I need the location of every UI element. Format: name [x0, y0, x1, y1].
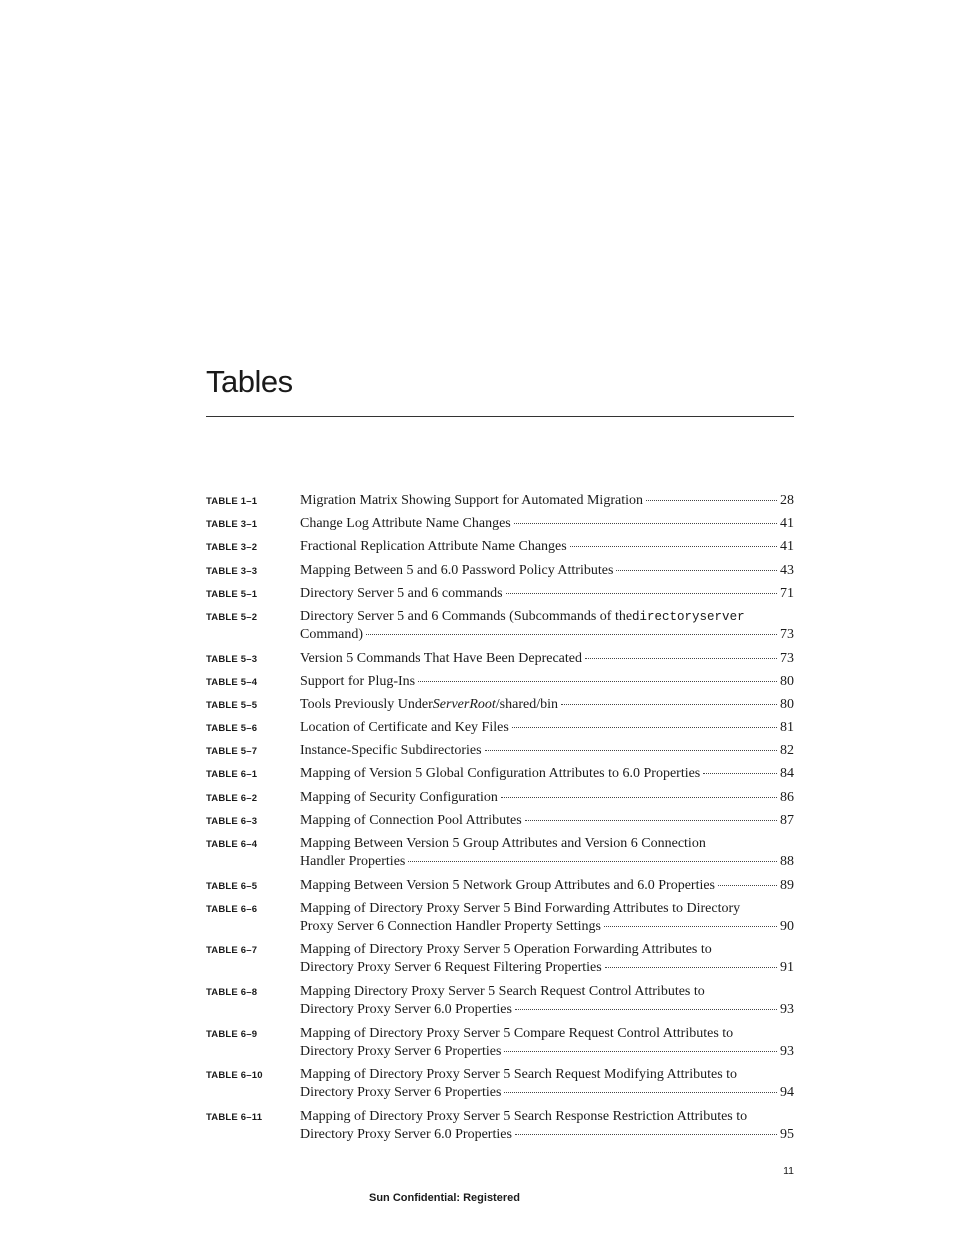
table-entry-title [300, 608, 794, 644]
table-entry-label: TABLE 6–9 [206, 1028, 258, 1040]
table-entry-title [300, 1108, 794, 1144]
table-entry-page-number: 84 [780, 766, 794, 782]
table-entry-label: TABLE 3–2 [206, 542, 258, 554]
table-entry-title [300, 562, 794, 580]
table-entry-title-code: directoryserver [632, 609, 745, 624]
table-entry[interactable] [206, 900, 794, 942]
table-list [206, 492, 794, 1149]
table-entry-page-number: 80 [780, 673, 794, 689]
table-entry-label: TABLE 6–5 [206, 880, 258, 892]
table-entry-page-number: 87 [780, 812, 794, 828]
table-entry-label: TABLE 5–4 [206, 676, 258, 688]
table-entry[interactable] [206, 515, 794, 538]
dot-leader [485, 750, 777, 751]
table-entry-label: TABLE 6–6 [206, 903, 258, 915]
table-entry-page-number: 81 [780, 720, 794, 736]
table-entry-title-text: Mapping Between Version 5 Group Attributes and Version 6 Connection [300, 836, 706, 852]
table-entry-title-text: Mapping Directory Proxy Server 5 Search Request Control Attributes to [300, 984, 705, 999]
table-entry-title-text: Proxy Server 6 Connection Handler Property Settings [300, 918, 601, 934]
table-entry-label: TABLE 3–3 [206, 565, 258, 577]
table-entry-page-number: 71 [780, 585, 794, 601]
dot-leader [512, 727, 777, 728]
table-entry-title-text: Mapping Between Version 5 Network Group Attributes and 6.0 Properties [300, 877, 716, 893]
dot-leader [570, 546, 777, 547]
dot-leader [418, 681, 777, 682]
dot-leader [561, 704, 777, 705]
table-entry-title-text: Mapping Between 5 and 6.0 Password Policy Attributes [300, 562, 614, 578]
table-entry-page-number: 82 [780, 743, 794, 759]
table-entry-title [300, 538, 794, 556]
table-entry-page-number: 93 [780, 1043, 794, 1059]
table-entry-label: TABLE 6–4 [206, 839, 258, 851]
table-entry-title-text: Command) [300, 626, 363, 642]
table-entry-label: TABLE 6–2 [206, 792, 258, 804]
table-entry[interactable] [206, 1066, 794, 1108]
dot-leader [703, 773, 777, 774]
table-entry-title [300, 941, 794, 977]
table-entry-title [300, 585, 794, 603]
dot-leader [525, 820, 777, 821]
dot-leader [506, 593, 777, 594]
table-entry[interactable] [206, 941, 794, 983]
table-entry-title [300, 877, 794, 895]
table-entry-title [300, 983, 794, 1019]
table-entry-title [300, 719, 794, 737]
table-entry[interactable] [206, 835, 794, 877]
table-entry-title-text: Directory Server 5 and 6 Commands (Subcommands of the [300, 608, 633, 624]
table-entry-title-text: Migration Matrix Showing Support for Automated Migration [300, 493, 643, 508]
table-entry-page-number: 41 [780, 516, 794, 532]
table-entry-page-number: 94 [780, 1085, 794, 1101]
table-entry-page-number: 41 [780, 539, 794, 555]
table-entry-title-text: Fractional Replication Attribute Name Changes [300, 539, 567, 555]
dot-leader [504, 1092, 777, 1093]
table-entry[interactable] [206, 765, 794, 788]
table-entry-title [300, 900, 794, 936]
table-entry-label: TABLE 6–11 [206, 1111, 263, 1123]
table-entry-title [300, 789, 794, 807]
table-entry[interactable] [206, 877, 794, 900]
table-entry[interactable] [206, 492, 794, 515]
dot-leader [501, 797, 777, 798]
title-rule [206, 416, 794, 417]
table-entry-label: TABLE 3–1 [206, 519, 258, 531]
table-entry-page-number: 28 [780, 493, 794, 508]
table-entry-page-number: 86 [780, 789, 794, 805]
table-entry-title-text: Directory Proxy Server 6.0 Properties [300, 1126, 512, 1142]
table-entry-title-text: Directory Proxy Server 6 Request Filtering Properties [300, 960, 602, 976]
table-entry-title-text: Handler Properties [300, 854, 406, 870]
table-entry-title-text: Mapping of Connection Pool Attributes [300, 812, 522, 828]
table-entry-title [300, 1025, 794, 1061]
table-entry-title-text: Change Log Attribute Name Changes [300, 516, 511, 532]
table-entry-label: TABLE 5–1 [206, 588, 258, 600]
table-entry-title-text: Mapping of Security Configuration [300, 789, 498, 805]
dot-leader [504, 1051, 777, 1052]
table-entry-label: TABLE 6–10 [206, 1070, 263, 1082]
table-entry[interactable] [206, 608, 794, 650]
table-entry-title [300, 742, 794, 760]
table-entry-page-number: 89 [780, 877, 794, 893]
table-entry-label: TABLE 1–1 [206, 496, 258, 507]
table-entry-label: TABLE 6–8 [206, 987, 258, 998]
table-entry-title-text: Support for Plug-Ins [300, 673, 416, 689]
table-entry-page-number: 91 [780, 960, 794, 976]
table-entry-title-text: Mapping of Directory Proxy Server 5 Search Request Modifying Attributes to [300, 1067, 738, 1083]
dot-leader [616, 570, 777, 571]
table-entry-title [300, 650, 794, 668]
dot-leader [408, 861, 777, 862]
table-entry-title-text: Mapping of Directory Proxy Server 5 Operation Forwarding Attributes to [300, 942, 712, 958]
table-entry-label: TABLE 5–2 [206, 611, 258, 623]
table-entry-page-number: 95 [780, 1126, 794, 1142]
dot-leader [515, 1134, 777, 1135]
table-entry-page-number: 73 [780, 626, 794, 642]
table-entry-label: TABLE 5–6 [206, 723, 258, 735]
table-entry-title-text: Directory Proxy Server 6.0 Properties [300, 1002, 512, 1017]
table-entry[interactable] [206, 538, 794, 561]
table-entry-title-text: Instance-Specific Subdirectories [300, 743, 482, 759]
table-entry[interactable] [206, 812, 794, 835]
table-entry[interactable] [206, 1025, 794, 1067]
table-entry[interactable] [206, 585, 794, 608]
table-entry-title [300, 812, 794, 830]
dot-leader [646, 500, 777, 501]
table-entry-title-text: /shared/bin [495, 696, 558, 712]
dot-leader [605, 967, 777, 968]
page-title: Tables [206, 364, 293, 399]
table-entry-label: TABLE 6–7 [206, 945, 258, 957]
dot-leader [366, 634, 777, 635]
dot-leader [585, 658, 777, 659]
table-entry-page-number: 88 [780, 854, 794, 870]
table-entry[interactable] [206, 719, 794, 742]
table-entry-title-text: Location of Certificate and Key Files [300, 720, 509, 736]
table-entry-title-text: Mapping of Directory Proxy Server 5 Compare Request Control Attributes to [300, 1025, 734, 1041]
table-entry-page-number: 43 [780, 562, 794, 578]
table-entry-label: TABLE 5–5 [206, 699, 258, 711]
table-entry-title-text: Mapping of Directory Proxy Server 5 Bind Forwarding Attributes to Directory [300, 900, 741, 916]
table-entry-title-text: Mapping of Version 5 Global Configuration Attributes to 6.0 Properties [300, 766, 701, 782]
table-entry-title [300, 515, 794, 533]
table-entry-title [300, 673, 794, 691]
table-entry-label: TABLE 6–1 [206, 769, 258, 781]
table-entry-title [300, 765, 794, 783]
table-entry-page-number: 80 [780, 696, 794, 712]
dot-leader [718, 885, 777, 886]
table-entry[interactable] [206, 562, 794, 585]
dot-leader [514, 523, 777, 524]
table-entry[interactable] [206, 742, 794, 765]
confidentiality-footer: Sun Confidential: Registered [369, 1192, 520, 1204]
table-entry-page-number: 93 [780, 1002, 794, 1017]
table-entry-title-text: Version 5 Commands That Have Been Deprecated [300, 650, 582, 666]
table-entry[interactable] [206, 696, 794, 719]
table-entry-label: TABLE 5–7 [206, 746, 258, 758]
page-number: 11 [783, 1165, 794, 1177]
table-entry[interactable] [206, 1108, 794, 1150]
table-entry-title [300, 1066, 794, 1102]
table-entry-label: TABLE 5–3 [206, 653, 258, 665]
table-entry[interactable] [206, 650, 794, 673]
table-entry-title-text: Directory Proxy Server 6 Properties [300, 1043, 502, 1059]
table-entry-title [300, 696, 794, 714]
table-entry-title [300, 835, 794, 871]
table-entry[interactable] [206, 983, 794, 1025]
table-entry-page-number: 90 [780, 918, 794, 934]
table-entry[interactable] [206, 673, 794, 696]
dot-leader [604, 926, 777, 927]
table-entry[interactable] [206, 789, 794, 812]
table-entry-label: TABLE 6–3 [206, 815, 258, 827]
table-entry-title-text: Directory Proxy Server 6 Properties [300, 1085, 502, 1101]
table-entry-title-text: Directory Server 5 and 6 commands [300, 585, 503, 601]
dot-leader [515, 1009, 777, 1010]
table-entry-page-number: 73 [780, 650, 794, 666]
table-entry-title-text: Mapping of Directory Proxy Server 5 Search Response Restriction Attributes to [300, 1108, 748, 1124]
table-entry-title [300, 492, 794, 510]
table-entry-title-text: Tools Previously Under [300, 696, 433, 712]
table-entry-title-emphasis: ServerRoot [432, 696, 496, 712]
